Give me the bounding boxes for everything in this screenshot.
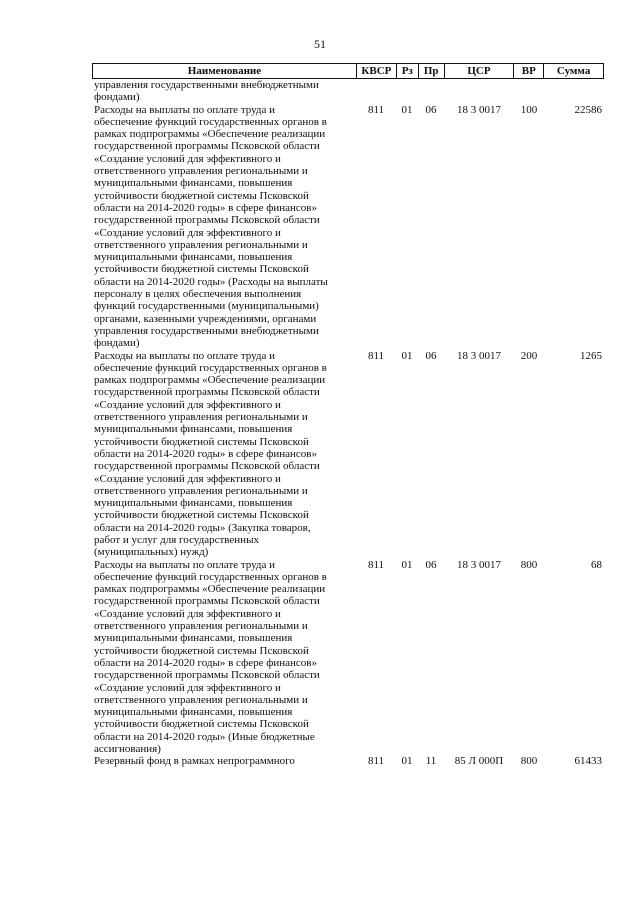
row-pr: 11 xyxy=(425,755,437,768)
row-rz: 01 xyxy=(401,558,413,571)
budget-table xyxy=(92,63,604,768)
row-rz xyxy=(396,79,418,104)
row-pr: 06 xyxy=(425,349,437,362)
table-row xyxy=(92,350,604,559)
row-pr: 06 xyxy=(425,558,437,571)
header-sum: Сумма xyxy=(543,64,603,78)
header-pr: Пр xyxy=(418,64,444,78)
table-row xyxy=(92,79,604,104)
table-row xyxy=(92,559,604,756)
page-number: 51 xyxy=(314,37,326,51)
row-csr: 85 Л 000П xyxy=(454,755,504,768)
row-name: Резервный фонд в рамках непрограммного xyxy=(94,755,295,768)
row-csr: 18 3 0017 xyxy=(457,103,501,116)
row-csr: 18 3 0017 xyxy=(457,558,501,571)
row-rz: 01 xyxy=(401,755,413,768)
table-row xyxy=(92,104,604,350)
row-kvsr: 811 xyxy=(367,558,385,571)
header-rz: Рз xyxy=(396,64,418,78)
row-sum: 68 xyxy=(591,558,602,571)
row-sum: 22586 xyxy=(574,103,602,116)
row-kvsr xyxy=(356,79,396,104)
table-row xyxy=(92,755,604,767)
row-csr xyxy=(444,79,514,104)
row-name: управления государственными внебюджетными фондами) xyxy=(94,79,319,104)
row-name: Расходы на выплаты по оплате труда и обеспечение функций государственных органов в рамках подпрограммы «Обеспечение реализации государственной программы Псковской области «Создание условий для эффективного и ответственного управления региональными и муниципальными финансами, повышения устойчивости бюджетной системы Псковской области на 2014-2020 годы» в сфере финансов» государственной программы Псковской области «Создание условий для эффективного и ответственного управления региональными и муниципальными финансами, повышения устойчивости бюджетной системы Псковской области на 2014-2020 годы» (Расходы на выплаты персоналу в целях обеспечения выполнения функций государственными (муниципальными) органами, казенными учреждениями, органами управления государственными внебюджетными фондами) xyxy=(94,103,328,350)
row-pr: 06 xyxy=(425,103,437,116)
row-pr xyxy=(418,79,444,104)
row-kvsr: 811 xyxy=(367,349,385,362)
header-name: Наименование xyxy=(187,65,262,77)
header-csr: ЦСР xyxy=(444,64,514,78)
row-kvsr: 811 xyxy=(367,103,385,116)
row-name: Расходы на выплаты по оплате труда и обеспечение функций государственных органов в рамках подпрограммы «Обеспечение реализации государственной программы Псковской области «Создание условий для эффективного и ответственного управления региональными и муниципальными финансами, повышения устойчивости бюджетной системы Псковской области на 2014-2020 годы» в сфере финансов» государственной программы Псковской области «Создание условий для эффективного и ответственного управления региональными и муниципальными финансами, повышения устойчивости бюджетной системы Псковской области на 2014-2020 годы» (Иные бюджетные ассигнования) xyxy=(94,558,327,756)
row-vr: 200 xyxy=(520,349,538,362)
header-vr: ВР xyxy=(513,64,543,78)
row-vr: 800 xyxy=(520,755,538,768)
row-vr: 100 xyxy=(520,103,538,116)
table-header xyxy=(92,63,604,79)
row-vr xyxy=(514,79,544,104)
row-sum: 61433 xyxy=(574,755,602,768)
row-sum: 1265 xyxy=(580,349,602,362)
header-kvsr: КВСР xyxy=(356,64,396,78)
row-kvsr: 811 xyxy=(367,755,385,768)
row-rz: 01 xyxy=(401,103,413,116)
row-csr: 18 3 0017 xyxy=(457,349,501,362)
row-name: Расходы на выплаты по оплате труда и обеспечение функций государственных органов в рамках подпрограммы «Обеспечение реализации государственной программы Псковской области «Создание условий для эффективного и ответственного управления региональными и муниципальными финансами, повышения устойчивости бюджетной системы Псковской области на 2014-2020 годы» в сфере финансов» государственной программы Псковской области «Создание условий для эффективного и ответственного управления региональными и муниципальными финансами, повышения устойчивости бюджетной системы Псковской области на 2014-2020 годы» (Закупка товаров, работ и услуг для государственных (муниципальных) нужд) xyxy=(94,349,327,559)
row-rz: 01 xyxy=(401,349,413,362)
row-sum xyxy=(544,79,604,104)
row-vr: 800 xyxy=(520,558,538,571)
